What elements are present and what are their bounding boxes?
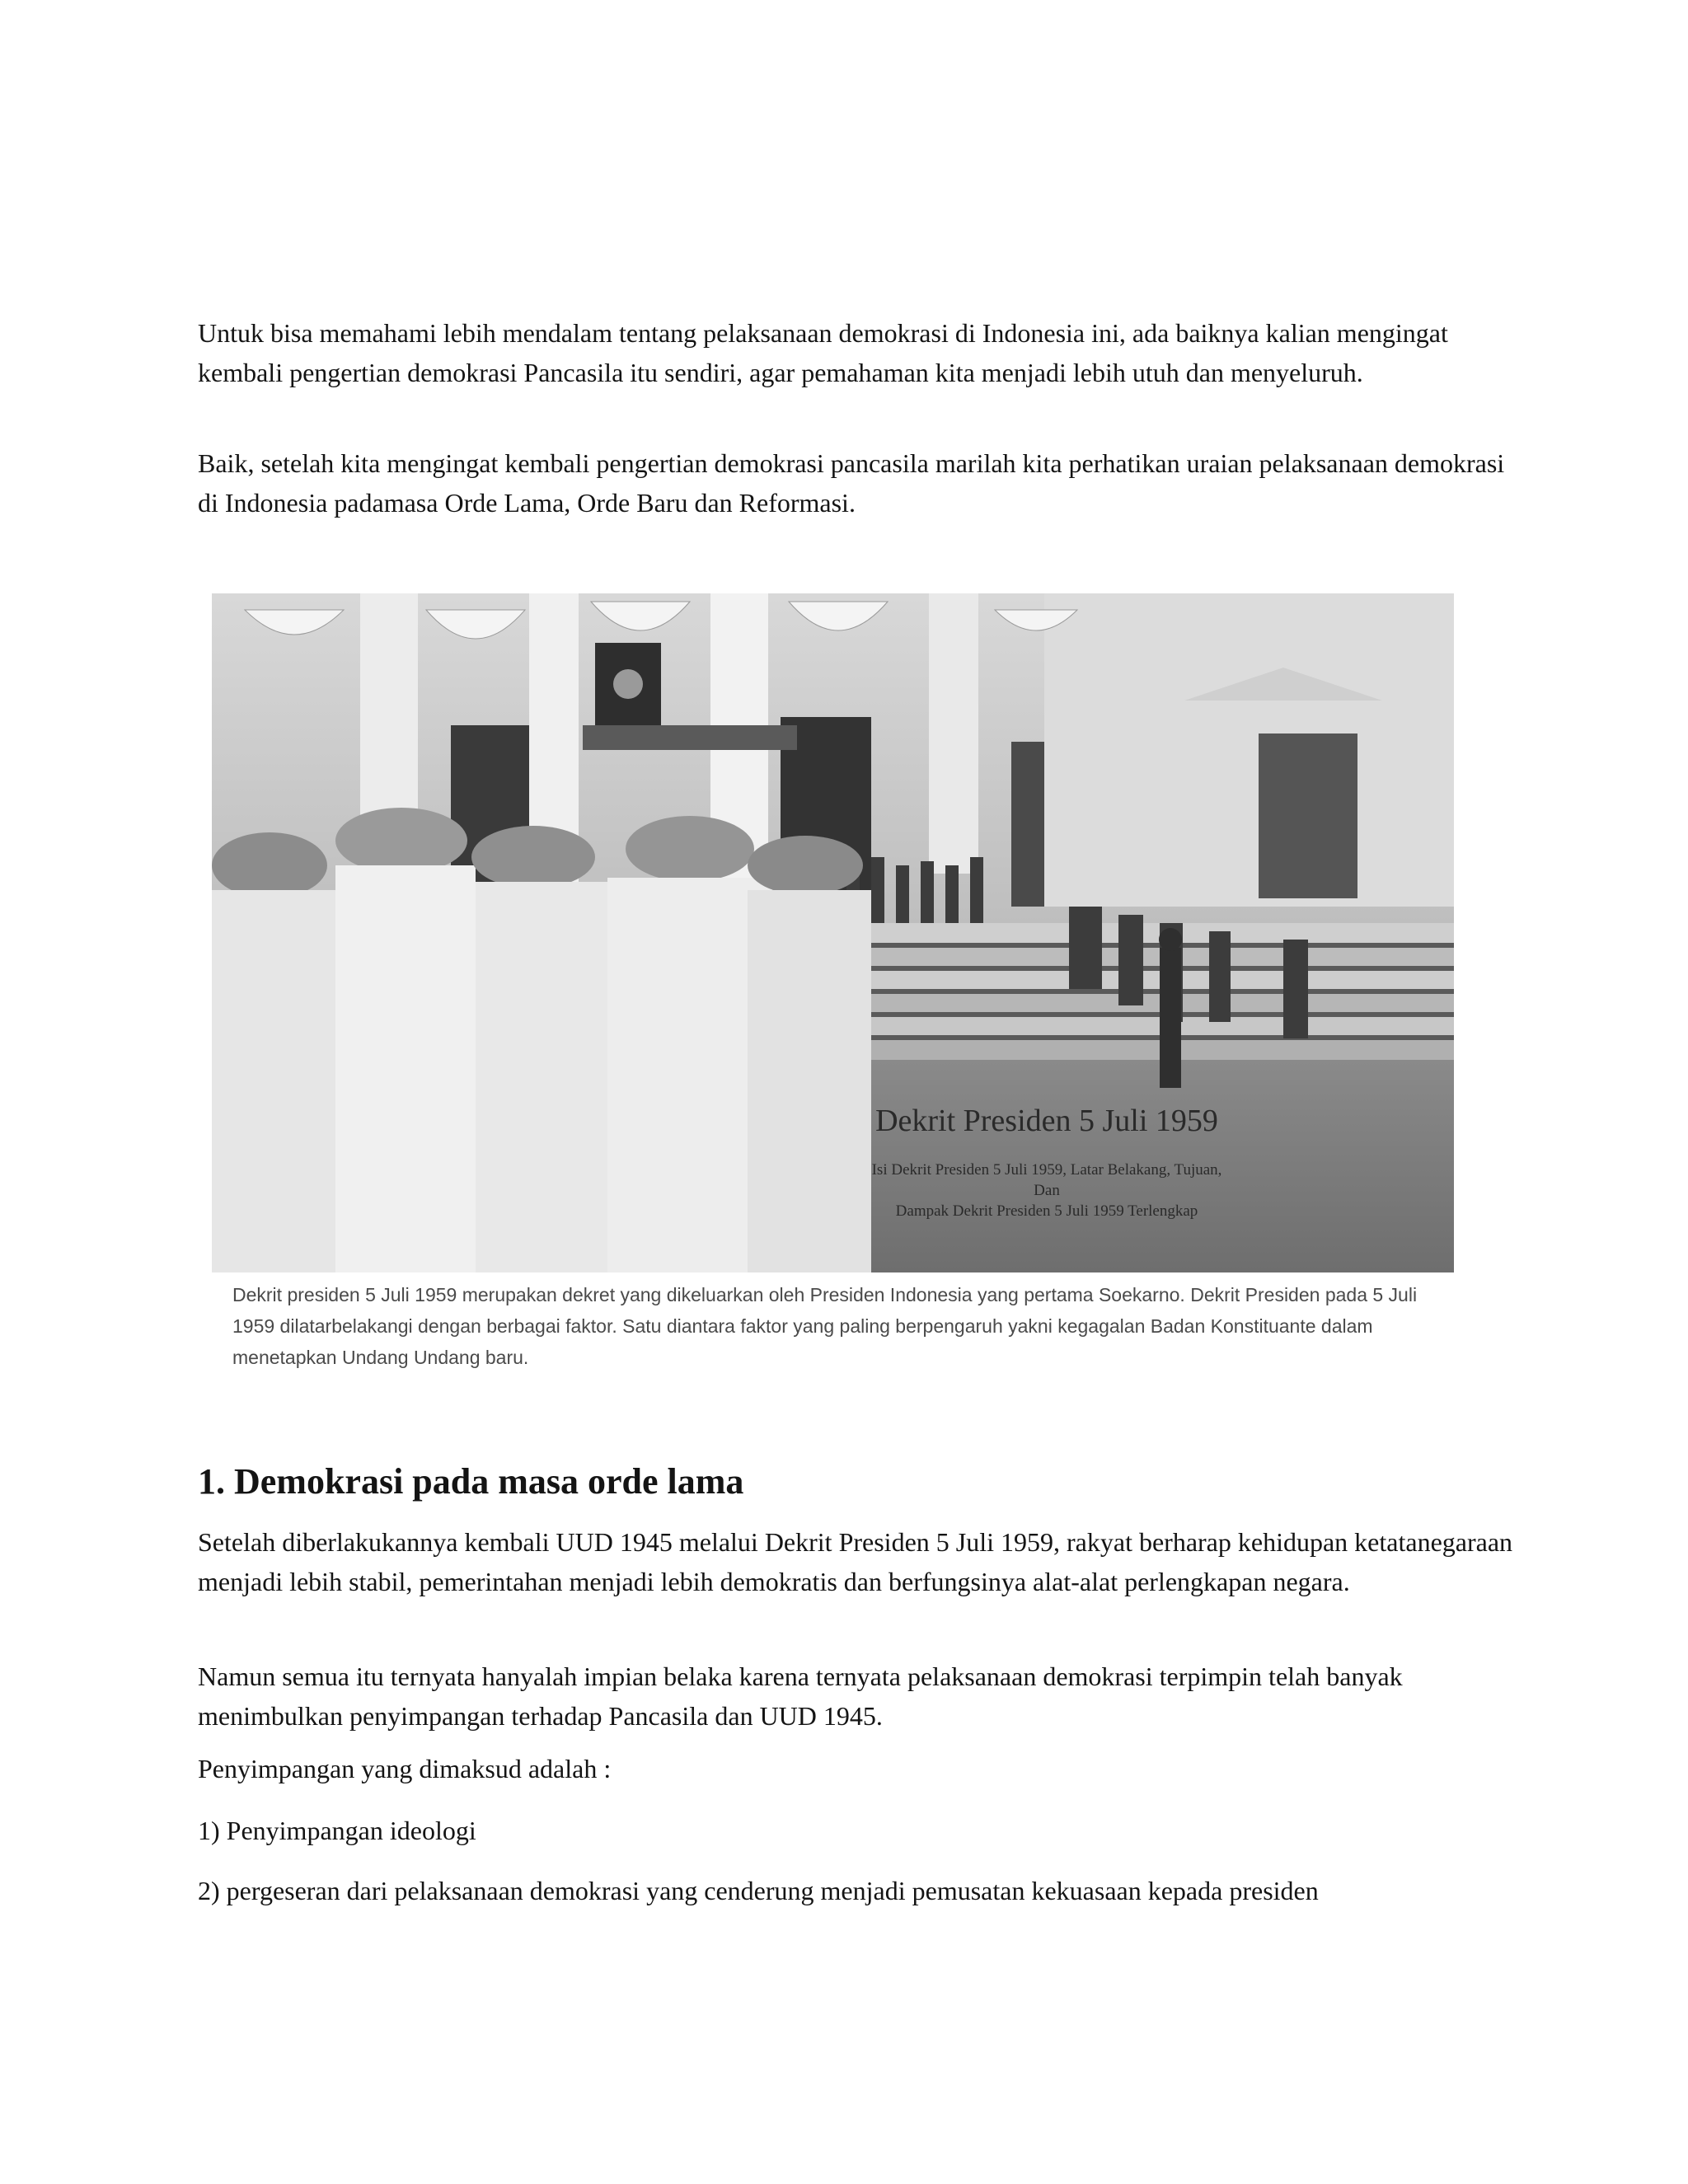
list-item-2: 2) pergeseran dari pelaksanaan demokrasi yang cenderung menjadi pemusatan kekuasaan kepada presiden xyxy=(198,1876,1319,1905)
photo-overlay-title: Dekrit Presiden 5 Juli 1959 xyxy=(875,1104,1218,1138)
section-1-paragraph-3: Penyimpangan yang dimaksud adalah : xyxy=(198,1754,612,1783)
intro-paragraph-1: Untuk bisa memahami lebih mendalam tentang pelaksanaan demokrasi di Indonesia ini, ada baiknya kalian mengingat kembali pengertian demokrasi Pancasila itu sendiri, agar pemahaman kita menjadi lebih utuh dan menyeluruh. xyxy=(198,318,1448,387)
section-1-paragraph-1: Setelah diberlakukannya kembali UUD 1945 melalui Dekrit Presiden 5 Juli 1959, rakyat berharap kehidupan ketatanegaraan menjadi lebih stabil, pemerintahan menjadi lebih demokratis dan berfungsinya alat-alat perlengkapan negara. xyxy=(198,1527,1513,1596)
dekrit-photo-illustration xyxy=(212,593,1454,1272)
photo-overlay-line-2: Dan xyxy=(1034,1182,1060,1199)
photo-overlay-line-3: Dampak Dekrit Presiden 5 Juli 1959 Terlengkap xyxy=(895,1202,1198,1220)
section-1-heading: 1. Demokrasi pada masa orde lama xyxy=(198,1461,744,1502)
section-1-paragraph-2: Namun semua itu ternyata hanyalah impian belaka karena ternyata pelaksanaan demokrasi terpimpin telah banyak menimbulkan penyimpangan terhadap Pancasila dan UUD 1945. xyxy=(198,1661,1403,1731)
intro-paragraph-2: Baik, setelah kita mengingat kembali pengertian demokrasi pancasila marilah kita perhatikan uraian pelaksanaan demokrasi di Indonesia padamasa Orde Lama, Orde Baru dan Reformasi. xyxy=(198,448,1505,518)
photo-overlay-line-1: Isi Dekrit Presiden 5 Juli 1959, Latar Belakang, Tujuan, xyxy=(871,1161,1222,1179)
photo-caption: Dekrit presiden 5 Juli 1959 merupakan dekret yang dikeluarkan oleh Presiden Indonesia yang pertama Soekarno. Dekrit Presiden pada 5 Juli 1959 dilatarbelakangi dengan berbagai faktor. Satu diantara faktor yang paling berpengaruh yakni kegagalan Badan Konstituante dalam menetapkan Undang Undang baru. xyxy=(232,1284,1418,1368)
dekrit-photo xyxy=(212,593,1454,1272)
list-item-1: 1) Penyimpangan ideologi xyxy=(198,1816,476,1845)
